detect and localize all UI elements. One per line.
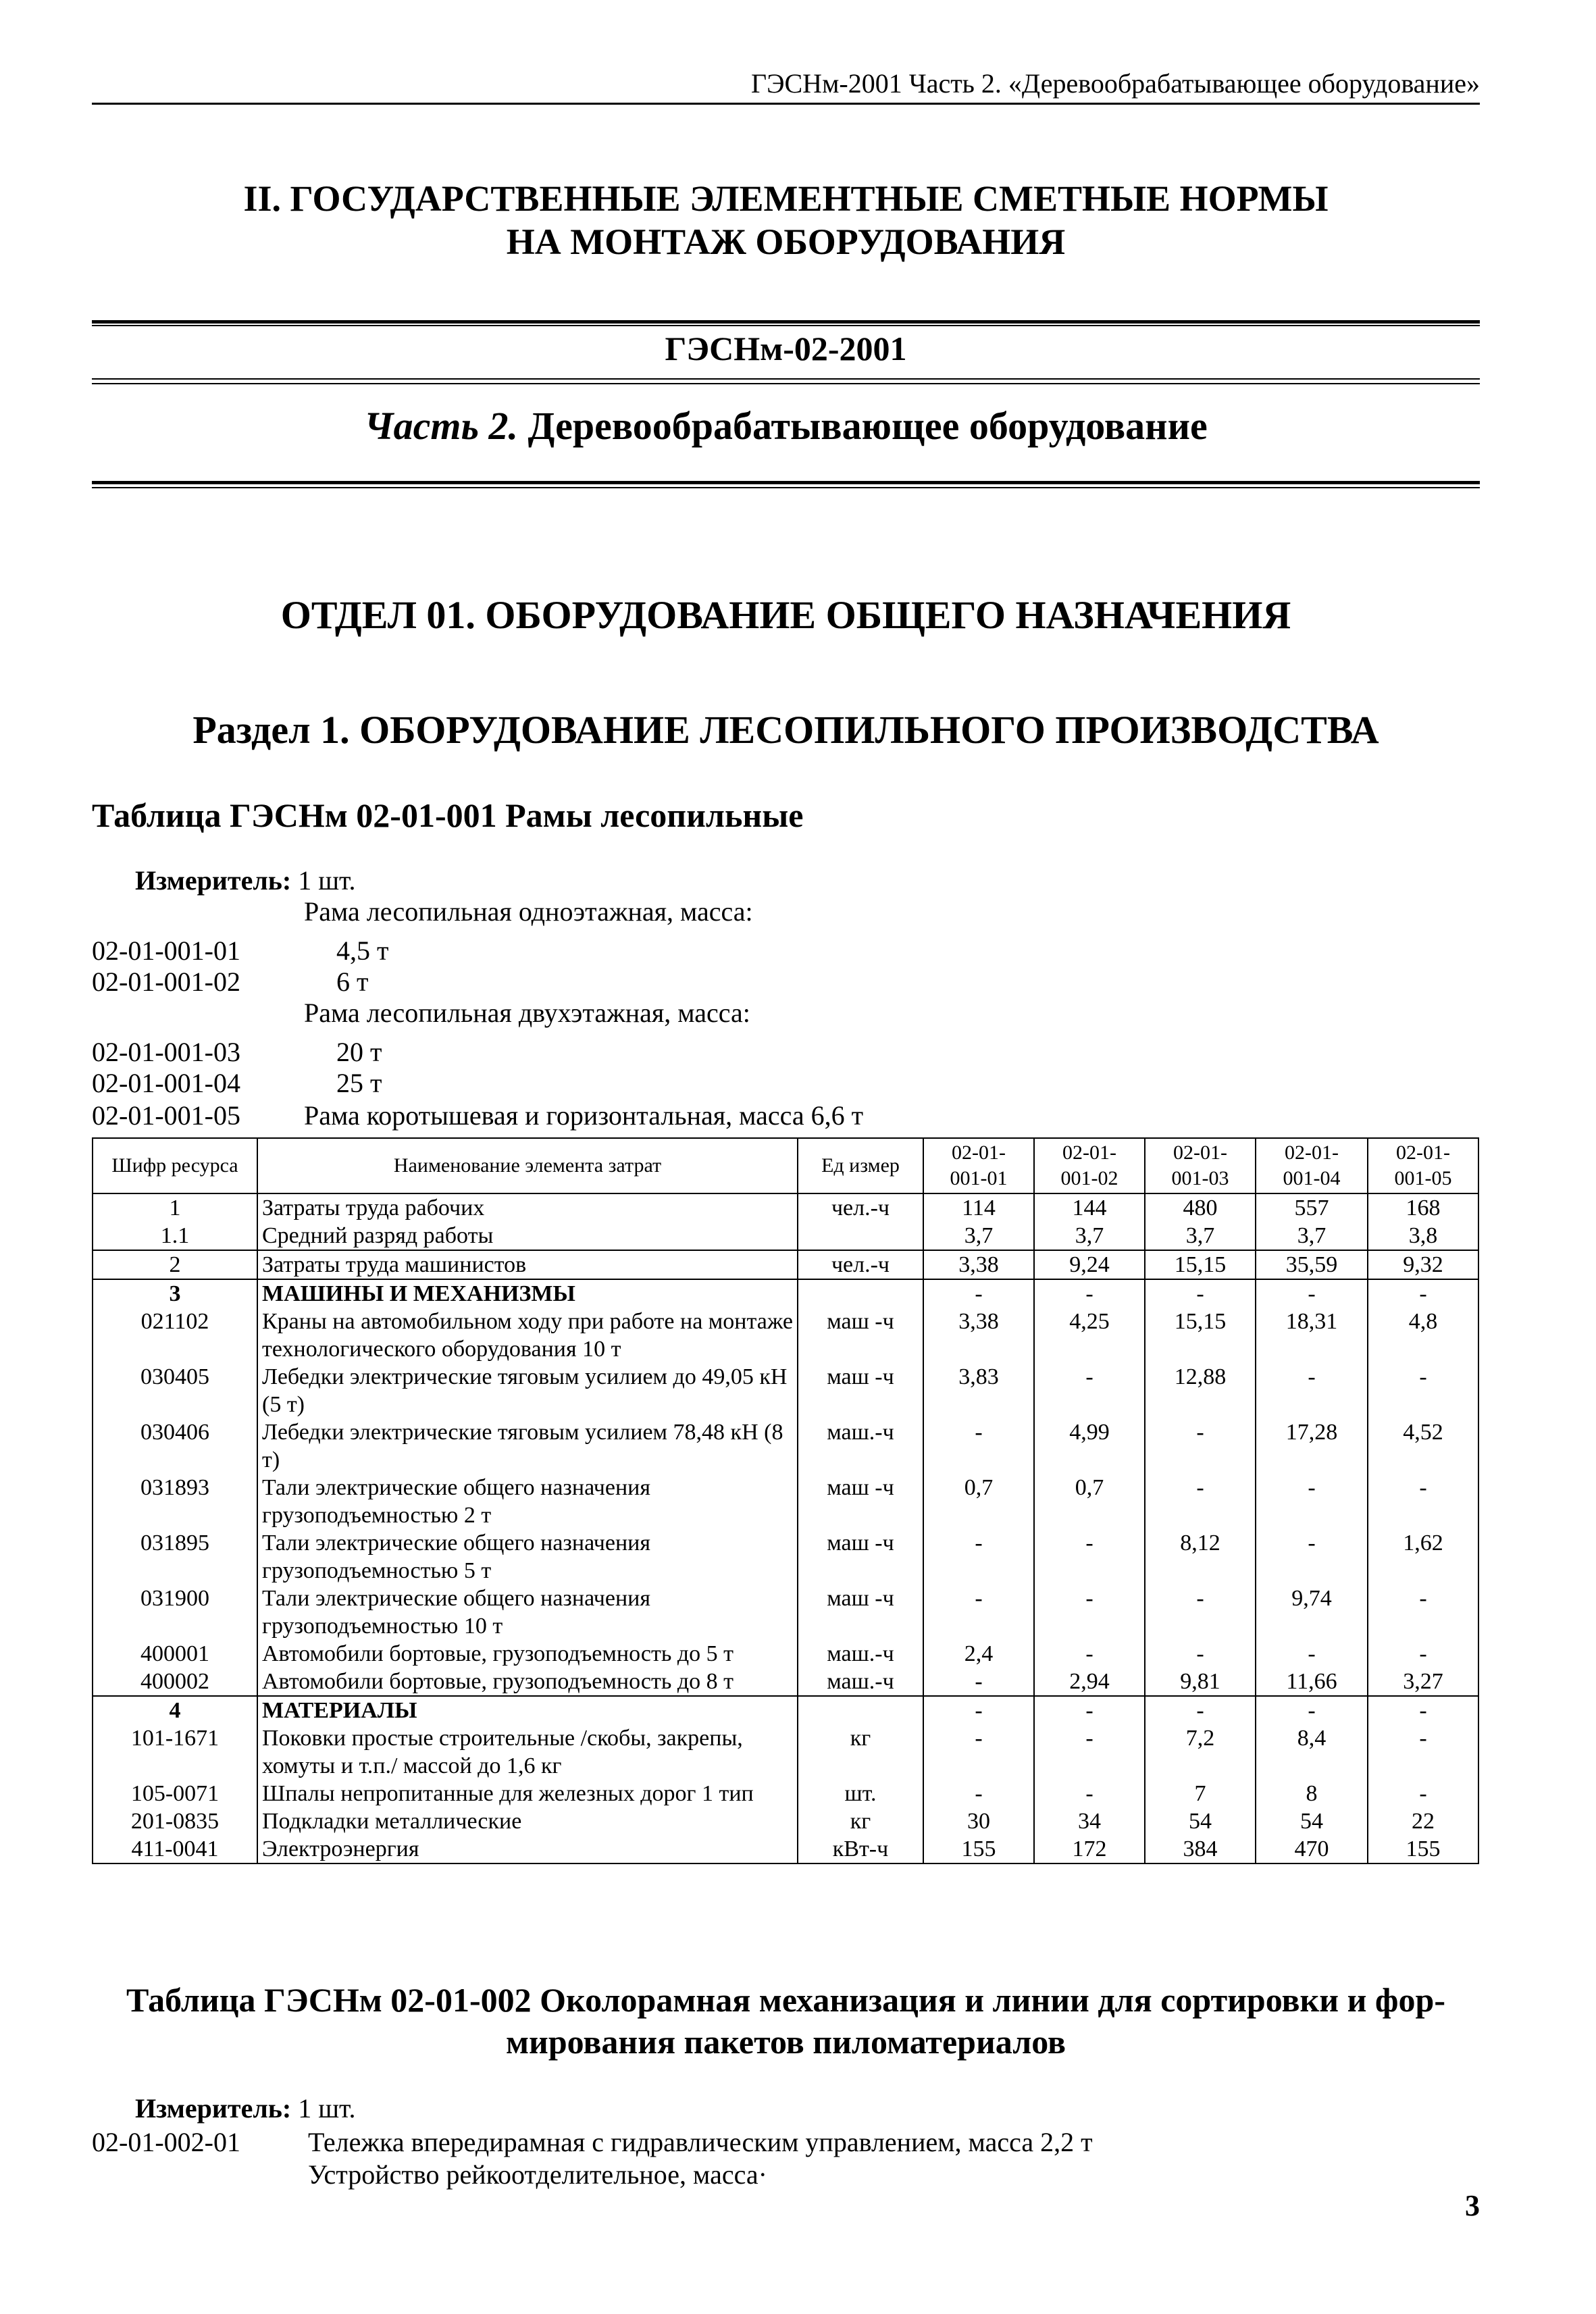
unit-cell: маш -ч: [798, 1474, 923, 1529]
unit-cell: кг: [798, 1724, 923, 1780]
resource-code-cell: 201-0835: [93, 1807, 257, 1835]
unit-cell: маш -ч: [798, 1529, 923, 1585]
header-name: Наименование элемента затрат: [257, 1138, 798, 1193]
part-rule: [92, 481, 1480, 484]
resource-code-cell: 030406: [93, 1418, 257, 1474]
norm-value-cell: 3,7: [1034, 1222, 1145, 1250]
table1-spec-text: 6 т: [336, 967, 369, 997]
table-row: [93, 1193, 1478, 1222]
header-code: Шифр ресурса: [93, 1138, 257, 1193]
norm-value-cell: 3,38: [923, 1308, 1034, 1363]
table1-spec-text: 25 т: [336, 1068, 382, 1098]
norm-value-cell: -: [1145, 1474, 1256, 1529]
norm-value-cell: -: [1145, 1585, 1256, 1640]
part-title-text: Деревообрабатывающее оборудование: [517, 404, 1208, 448]
norm-value-cell: 384: [1145, 1835, 1256, 1863]
norm-value-cell: 470: [1256, 1835, 1368, 1863]
norm-value-cell: -: [923, 1668, 1034, 1696]
table1-spec-text: Рама лесопильная двухэтажная, масса:: [304, 998, 750, 1028]
norms-table: [92, 1137, 1479, 1864]
norm-value-cell: 9,81: [1145, 1668, 1256, 1696]
norm-value-cell: -: [1256, 1363, 1368, 1418]
unit-cell: чел.-ч: [798, 1193, 923, 1222]
norm-value-cell: -: [1368, 1474, 1478, 1529]
table-row: [93, 1696, 1478, 1724]
table-row: [93, 1529, 1478, 1585]
norm-value-cell: -: [1368, 1724, 1478, 1780]
norm-value-cell: -: [923, 1780, 1034, 1807]
resource-code-cell: 400001: [93, 1640, 257, 1668]
resource-code-cell: 4: [93, 1696, 257, 1724]
norm-value-cell: -: [923, 1279, 1034, 1308]
norm-value-cell: 18,31: [1256, 1308, 1368, 1363]
norm-value-cell: 168: [1368, 1193, 1478, 1222]
cost-element-name-cell: МАШИНЫ И МЕХАНИЗМЫ: [257, 1279, 798, 1308]
part-title: [92, 403, 1480, 450]
norm-value-cell: 3,38: [923, 1250, 1034, 1279]
table1-title: Таблица ГЭСНм 02-01-001 Рамы лесопильные: [92, 796, 804, 834]
norm-value-cell: -: [1368, 1363, 1478, 1418]
resource-code-cell: 1: [93, 1193, 257, 1222]
norm-value-cell: 30: [923, 1807, 1034, 1835]
norm-value-cell: -: [1145, 1696, 1256, 1724]
table-row: [93, 1780, 1478, 1807]
resource-code-cell: 2: [93, 1250, 257, 1279]
norm-value-cell: 9,24: [1034, 1250, 1145, 1279]
table1-meter-value: 1 шт.: [298, 865, 356, 896]
norm-value-cell: 144: [1034, 1193, 1145, 1222]
table-header-row: [93, 1138, 1478, 1193]
norm-value-cell: 9,32: [1368, 1250, 1478, 1279]
table1-spec-code: 02-01-001-01: [92, 935, 240, 966]
cost-element-name-cell: Краны на автомобильном ходу при работе на монтаже технологического оборудования 10 т: [257, 1308, 798, 1363]
unit-cell: маш.-ч: [798, 1640, 923, 1668]
table-row: [93, 1585, 1478, 1640]
table2-meter-value: 1 шт.: [298, 2093, 356, 2124]
cost-element-name-cell: Затраты труда машинистов: [257, 1250, 798, 1279]
norm-value-cell: -: [1256, 1640, 1368, 1668]
norm-value-cell: -: [1256, 1279, 1368, 1308]
header-col-2: 02-01- 001-02: [1034, 1138, 1145, 1193]
resource-code-cell: 1.1: [93, 1222, 257, 1250]
header-col-3: 02-01- 001-03: [1145, 1138, 1256, 1193]
norm-value-cell: 8,4: [1256, 1724, 1368, 1780]
cost-element-name-cell: Затраты труда рабочих: [257, 1193, 798, 1222]
cost-element-name-cell: Лебедки электрические тяговым усилием 78,48 кН (8 т): [257, 1418, 798, 1474]
unit-cell: маш.-ч: [798, 1418, 923, 1474]
table2-spec-text: Устройство рейкоотделительное, масса·: [308, 2159, 767, 2190]
table-row: [93, 1835, 1478, 1863]
norm-value-cell: 7,2: [1145, 1724, 1256, 1780]
norm-value-cell: 8,12: [1145, 1529, 1256, 1585]
norm-value-cell: -: [1145, 1640, 1256, 1668]
norm-value-cell: 15,15: [1145, 1250, 1256, 1279]
norm-value-cell: 155: [1368, 1835, 1478, 1863]
norm-value-cell: -: [1256, 1529, 1368, 1585]
norm-value-cell: -: [1034, 1724, 1145, 1780]
norm-value-cell: 12,88: [1145, 1363, 1256, 1418]
cost-element-name-cell: Тали электрические общего назначения грузоподъемностью 5 т: [257, 1529, 798, 1585]
norm-value-cell: -: [923, 1529, 1034, 1585]
main-title: [92, 177, 1480, 263]
cost-element-name-cell: Подкладки металлические: [257, 1807, 798, 1835]
table1-spec-text: 20 т: [336, 1037, 382, 1067]
norm-value-cell: -: [1034, 1279, 1145, 1308]
norm-value-cell: -: [1145, 1418, 1256, 1474]
cost-element-name-cell: Лебедки электрические тяговым усилием до 49,05 кН (5 т): [257, 1363, 798, 1418]
unit-cell: чел.-ч: [798, 1250, 923, 1279]
norm-value-cell: 8: [1256, 1780, 1368, 1807]
table2-title: [92, 1979, 1480, 2063]
norm-value-cell: -: [923, 1696, 1034, 1724]
unit-cell: маш -ч: [798, 1585, 923, 1640]
table2-title-line-1: Таблица ГЭСНм 02-01-002 Околорамная механизация и линии для сортировки и фор-: [126, 1981, 1445, 2019]
table2-title-line-2: мирования пакетов пиломатериалов: [505, 2023, 1066, 2061]
part-title-prefix: Часть 2.: [364, 404, 518, 448]
table1-spec-text: Рама лесопильная одноэтажная, масса:: [304, 896, 753, 927]
unit-cell: маш -ч: [798, 1308, 923, 1363]
cost-element-name-cell: Автомобили бортовые, грузоподъемность до 5 т: [257, 1640, 798, 1668]
section-heading: Раздел 1. ОБОРУДОВАНИЕ ЛЕСОПИЛЬНОГО ПРОИЗВОДСТВА: [192, 708, 1379, 752]
doc-code-rule-2: [92, 383, 1480, 384]
cost-element-name-cell: Поковки простые строительные /скобы, закрепы, хомуты и т.п./ массой до 1,6 кг: [257, 1724, 798, 1780]
norm-value-cell: 4,99: [1034, 1418, 1145, 1474]
cost-element-name-cell: Автомобили бортовые, грузоподъемность до 8 т: [257, 1668, 798, 1696]
norm-value-cell: -: [1368, 1585, 1478, 1640]
table2-spec-code: 02-01-002-01: [92, 2127, 240, 2157]
table-row: [93, 1807, 1478, 1835]
cost-element-name-cell: Тали электрические общего назначения грузоподъемностью 2 т: [257, 1474, 798, 1529]
norm-value-cell: -: [1368, 1640, 1478, 1668]
resource-code-cell: 030405: [93, 1363, 257, 1418]
table2-meter-label: Измеритель:: [135, 2093, 292, 2124]
main-title-line-2: НА МОНТАЖ ОБОРУДОВАНИЯ: [506, 222, 1066, 262]
norm-value-cell: 557: [1256, 1193, 1368, 1222]
norm-value-cell: 2,4: [923, 1640, 1034, 1668]
norm-value-cell: -: [1256, 1696, 1368, 1724]
norm-value-cell: 22: [1368, 1807, 1478, 1835]
table2-meter: [135, 2092, 356, 2125]
norm-value-cell: -: [1034, 1363, 1145, 1418]
table-row: [93, 1222, 1478, 1250]
cost-element-name-cell: Шпалы непропитанные для железных дорог 1 тип: [257, 1780, 798, 1807]
table-row: [93, 1308, 1478, 1363]
table1-spec-text: 4,5 т: [336, 935, 389, 966]
header-col-5: 02-01- 001-05: [1368, 1138, 1478, 1193]
table1-meter-label: Измеритель:: [135, 865, 292, 896]
running-header: ГЭСНм-2001 Часть 2. «Деревообрабатывающее оборудование»: [750, 68, 1480, 99]
norm-value-cell: 3,7: [1256, 1222, 1368, 1250]
unit-cell: [798, 1222, 923, 1250]
resource-code-cell: 400002: [93, 1668, 257, 1696]
table1-spec-code: 02-01-001-02: [92, 967, 240, 997]
norm-value-cell: 3,27: [1368, 1668, 1478, 1696]
norm-value-cell: -: [1034, 1529, 1145, 1585]
resource-code-cell: 3: [93, 1279, 257, 1308]
part-rule-thin: [92, 487, 1480, 488]
unit-cell: [798, 1279, 923, 1308]
cost-element-name-cell: Средний разряд работы: [257, 1222, 798, 1250]
table-row: [93, 1279, 1478, 1308]
unit-cell: кВт-ч: [798, 1835, 923, 1863]
norm-value-cell: 2,94: [1034, 1668, 1145, 1696]
norm-value-cell: 114: [923, 1193, 1034, 1222]
norm-value-cell: 4,25: [1034, 1308, 1145, 1363]
norm-value-cell: 54: [1256, 1807, 1368, 1835]
norm-value-cell: -: [1034, 1585, 1145, 1640]
table1-spec-code: 02-01-001-03: [92, 1037, 240, 1067]
main-title-line-1: II. ГОСУДАРСТВЕННЫЕ ЭЛЕМЕНТНЫЕ СМЕТНЫЕ НОРМЫ: [243, 178, 1329, 219]
norm-value-cell: 4,52: [1368, 1418, 1478, 1474]
norm-value-cell: 3,7: [1145, 1222, 1256, 1250]
table-row: [93, 1363, 1478, 1418]
cost-element-name-cell: МАТЕРИАЛЫ: [257, 1696, 798, 1724]
header-col-4: 02-01- 001-04: [1256, 1138, 1368, 1193]
resource-code-cell: 031895: [93, 1529, 257, 1585]
norm-value-cell: 35,59: [1256, 1250, 1368, 1279]
norm-value-cell: -: [923, 1724, 1034, 1780]
norm-value-cell: -: [923, 1418, 1034, 1474]
norm-value-cell: 155: [923, 1835, 1034, 1863]
norm-value-cell: 7: [1145, 1780, 1256, 1807]
cost-element-name-cell: Электроэнергия: [257, 1835, 798, 1863]
norm-value-cell: 480: [1145, 1193, 1256, 1222]
norm-value-cell: 4,8: [1368, 1308, 1478, 1363]
table2-spec-text: Тележка впередирамная с гидравлическим управлением, масса 2,2 т: [308, 2127, 1093, 2157]
norm-value-cell: -: [1368, 1780, 1478, 1807]
page-number: 3: [1465, 2189, 1480, 2222]
resource-code-cell: 411-0041: [93, 1835, 257, 1863]
norm-value-cell: -: [1145, 1279, 1256, 1308]
unit-cell: маш -ч: [798, 1363, 923, 1418]
norm-value-cell: -: [923, 1585, 1034, 1640]
norm-value-cell: 11,66: [1256, 1668, 1368, 1696]
title-rule-top-thin: [92, 325, 1480, 326]
resource-code-cell: 101-1671: [93, 1724, 257, 1780]
header-divider: [92, 103, 1480, 105]
resource-code-cell: 021102: [93, 1308, 257, 1363]
unit-cell: шт.: [798, 1780, 923, 1807]
header-unit: Ед измер: [798, 1138, 923, 1193]
norm-value-cell: 34: [1034, 1807, 1145, 1835]
norm-value-cell: 3,83: [923, 1363, 1034, 1418]
table-row: [93, 1668, 1478, 1696]
table1-spec-text: Рама коротышевая и горизонтальная, масса 6,6 т: [304, 1100, 864, 1131]
cost-element-name-cell: Тали электрические общего назначения грузоподъемностью 10 т: [257, 1585, 798, 1640]
table-row: [93, 1724, 1478, 1780]
norm-value-cell: 17,28: [1256, 1418, 1368, 1474]
norm-value-cell: -: [1368, 1696, 1478, 1724]
table1-spec-code: 02-01-001-05: [92, 1100, 240, 1131]
table-row: [93, 1250, 1478, 1279]
resource-code-cell: 031900: [93, 1585, 257, 1640]
department-heading: ОТДЕЛ 01. ОБОРУДОВАНИЕ ОБЩЕГО НАЗНАЧЕНИЯ: [280, 593, 1291, 637]
norm-value-cell: 54: [1145, 1807, 1256, 1835]
resource-code-cell: 031893: [93, 1474, 257, 1529]
norm-value-cell: 15,15: [1145, 1308, 1256, 1363]
norm-value-cell: -: [1034, 1696, 1145, 1724]
table1-spec-code: 02-01-001-04: [92, 1068, 240, 1098]
norm-value-cell: 3,8: [1368, 1222, 1478, 1250]
table1-meter: [135, 865, 356, 897]
norm-value-cell: 0,7: [1034, 1474, 1145, 1529]
table-row: [93, 1474, 1478, 1529]
resource-code-cell: 105-0071: [93, 1780, 257, 1807]
header-col-1: 02-01- 001-01: [923, 1138, 1034, 1193]
norm-value-cell: 0,7: [923, 1474, 1034, 1529]
title-rule-top: [92, 320, 1480, 324]
unit-cell: кг: [798, 1807, 923, 1835]
unit-cell: маш.-ч: [798, 1668, 923, 1696]
unit-cell: [798, 1696, 923, 1724]
norm-value-cell: -: [1368, 1279, 1478, 1308]
norm-value-cell: -: [1034, 1780, 1145, 1807]
doc-code-rule: [92, 378, 1480, 380]
norm-value-cell: -: [1256, 1474, 1368, 1529]
norm-value-cell: -: [1034, 1640, 1145, 1668]
norm-value-cell: 3,7: [923, 1222, 1034, 1250]
table-row: [93, 1418, 1478, 1474]
norm-value-cell: 172: [1034, 1835, 1145, 1863]
table-row: [93, 1640, 1478, 1668]
table-body: [93, 1193, 1478, 1863]
norm-value-cell: 9,74: [1256, 1585, 1368, 1640]
document-code: ГЭСНм-02-2001: [665, 330, 907, 367]
norm-value-cell: 1,62: [1368, 1529, 1478, 1585]
